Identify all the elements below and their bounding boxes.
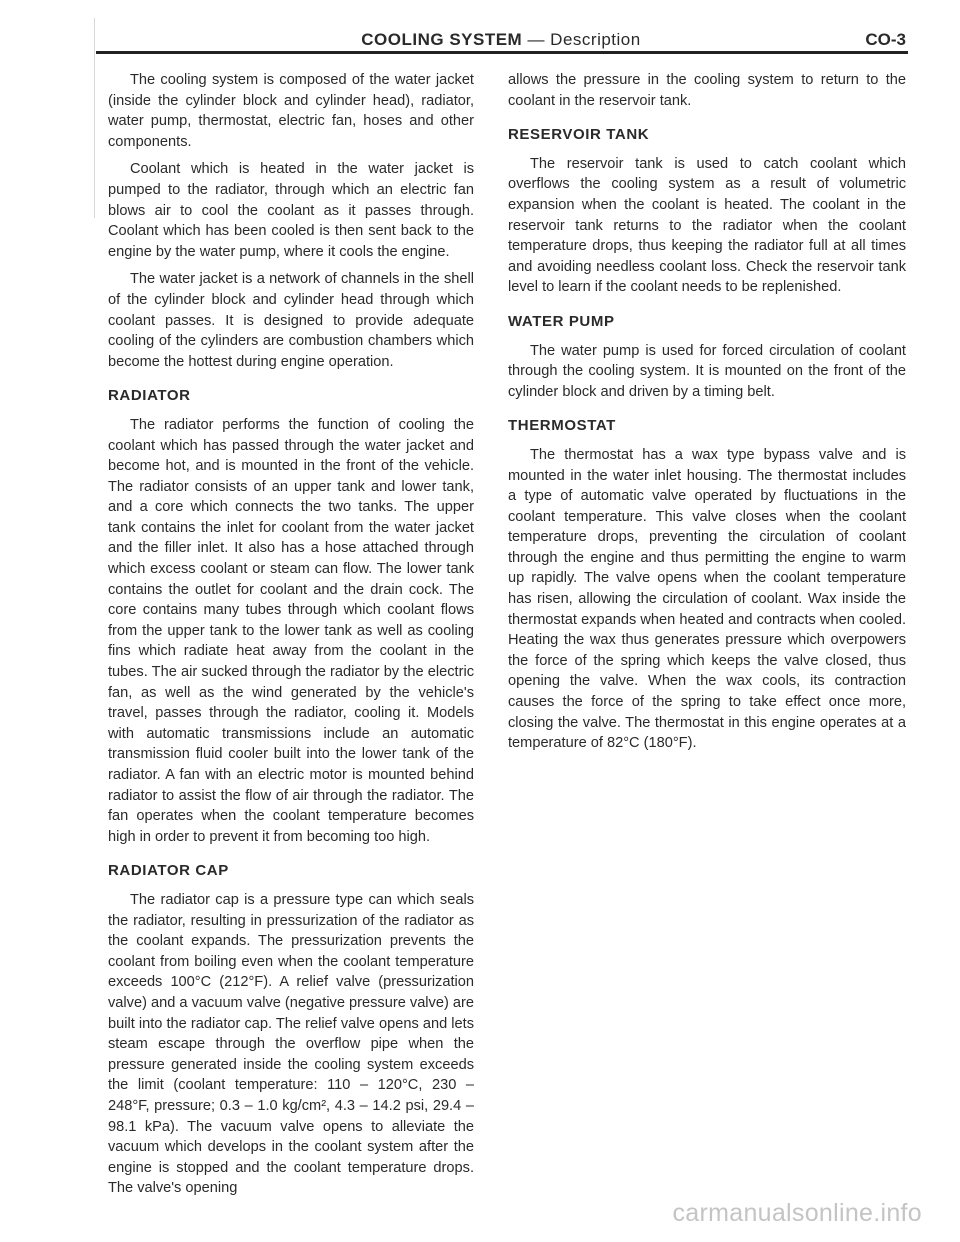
continued-paragraph: allows the pressure in the cooling system to return to the coolant in the reservoir tank. [508, 72, 906, 109]
reservoir-tank-heading: RESERVOIR TANK [508, 126, 650, 144]
left-column [108, 70, 474, 1206]
thermostat-heading: THERMOSTAT [508, 417, 616, 435]
intro-paragraph-2: Coolant which is heated in the water jacket is pumped to the radiator, through which an electric fan blows air to cool the coolant as it passes through. Coolant which has been cooled is then sent back to the engine by the water pump, where it cools the engine. [108, 161, 474, 260]
water-pump-heading: WATER PUMP [508, 312, 615, 330]
page-number: CO-3 [865, 30, 906, 49]
binding-line [94, 18, 95, 218]
watermark-text: carmanualsonline.info [672, 1199, 922, 1227]
radiator-paragraph: The radiator performs the function of cooling the coolant which has passed through the water jacket and become hot, and is mounted in the front of the vehicle. The radiator consists of an upper tank and lower tank, and a core which connects the two tanks. The upper tank contains the inlet for coolant from the water jacket and the filler inlet. It also has a hose attached through which excess coolant or steam can flow. The lower tank contains the outlet for coolant and the drain cock. The core contains many tubes through which coolant flows from the upper tank to the lower tank as well as cooling fins which radiate heat away from the coolant in the tubes. The air sucked through the radiator by the electric fan, as well as the wind generated by the vehicle's travel, passes through the radiator, cooling it. Models with automatic transmissions include an automatic transmission fluid cooler built into the lower tank of the radiator. A fan with an electric motor is mounted behind radiator to assist the flow of air through the radiator. The fan operates when the coolant temperature becomes high in order to prevent it from becoming too high. [108, 416, 474, 845]
page-title [96, 30, 906, 50]
right-column [508, 70, 906, 761]
section-subtitle: — Description [522, 30, 641, 49]
intro-paragraph-1: The cooling system is composed of the water jacket (inside the cylinder block and cylinder head), radiator, water pump, thermostat, electric fan, hoses and other components. [108, 72, 474, 150]
intro-paragraph-3: The water jacket is a network of channels in the shell of the cylinder block and cylinder head through which coolant passes. It is designed to provide adequate cooling of the cylinders are combustion chambers which become the hottest during engine operation. [108, 271, 474, 370]
radiator-heading: RADIATOR [108, 387, 191, 405]
water-pump-paragraph: The water pump is used for forced circulation of coolant through the cooling system. It is mounted on the front of the cylinder block and driven by a timing belt. [508, 342, 906, 400]
header-rule [96, 51, 908, 54]
radiator-cap-heading: RADIATOR CAP [108, 862, 229, 880]
section-title: COOLING SYSTEM [361, 30, 523, 49]
thermostat-paragraph: The thermostat has a wax type bypass valve and is mounted in the water inlet housing. The thermostat includes a type of automatic valve operated by fluctuations in the coolant temperature. This valve closes when the coolant temperature drops, preventing the circulation of coolant through the engine and thus permitting the engine to warm up rapidly. The valve opens when the coolant temperature has risen, allowing the circulation of coolant. Wax inside the thermostat expands when heated and contracts when cooled. Heating the wax thus generates pressure which overpowers the force of the spring which keeps the valve closed, thus opening the valve. When the wax cools, its contraction causes the force of the spring to take effect once more, closing the valve. The thermostat in this engine operates at a temperature of 82°C (180°F). [508, 446, 906, 752]
radiator-cap-paragraph: The radiator cap is a pressure type can which seals the radiator, resulting in pressurization of the radiator as the coolant expands. The pressurization prevents the coolant from boiling even when the coolant temperature exceeds 100°C (212°F). A relief valve (pressurization valve) and a vacuum valve (negative pressure valve) are built into the radiator cap. The relief valve opens and lets steam escape through the overflow pipe when the pressure generated inside the cooling system exceeds the limit (coolant temperature: 110 – 120°C, 230 – 248°F, pressure; 0.3 – 1.0 kg/cm², 4.3 – 14.2 psi, 29.4 – 98.1 kPa). The vacuum valve opens to alleviate the vacuum which develops in the coolant system after the engine is stopped and the coolant temperature drops. The valve's opening [108, 891, 474, 1197]
reservoir-tank-paragraph: The reservoir tank is used to catch coolant which overflows the cooling system as a result of volumetric expansion when the coolant is heated. The coolant in the reservoir tank returns to the radiator when the coolant temperature drops, thus keeping the radiator full at all times and avoiding needless coolant loss. Check the reservoir tank level to learn if the coolant needs to be replenished. [508, 155, 906, 296]
